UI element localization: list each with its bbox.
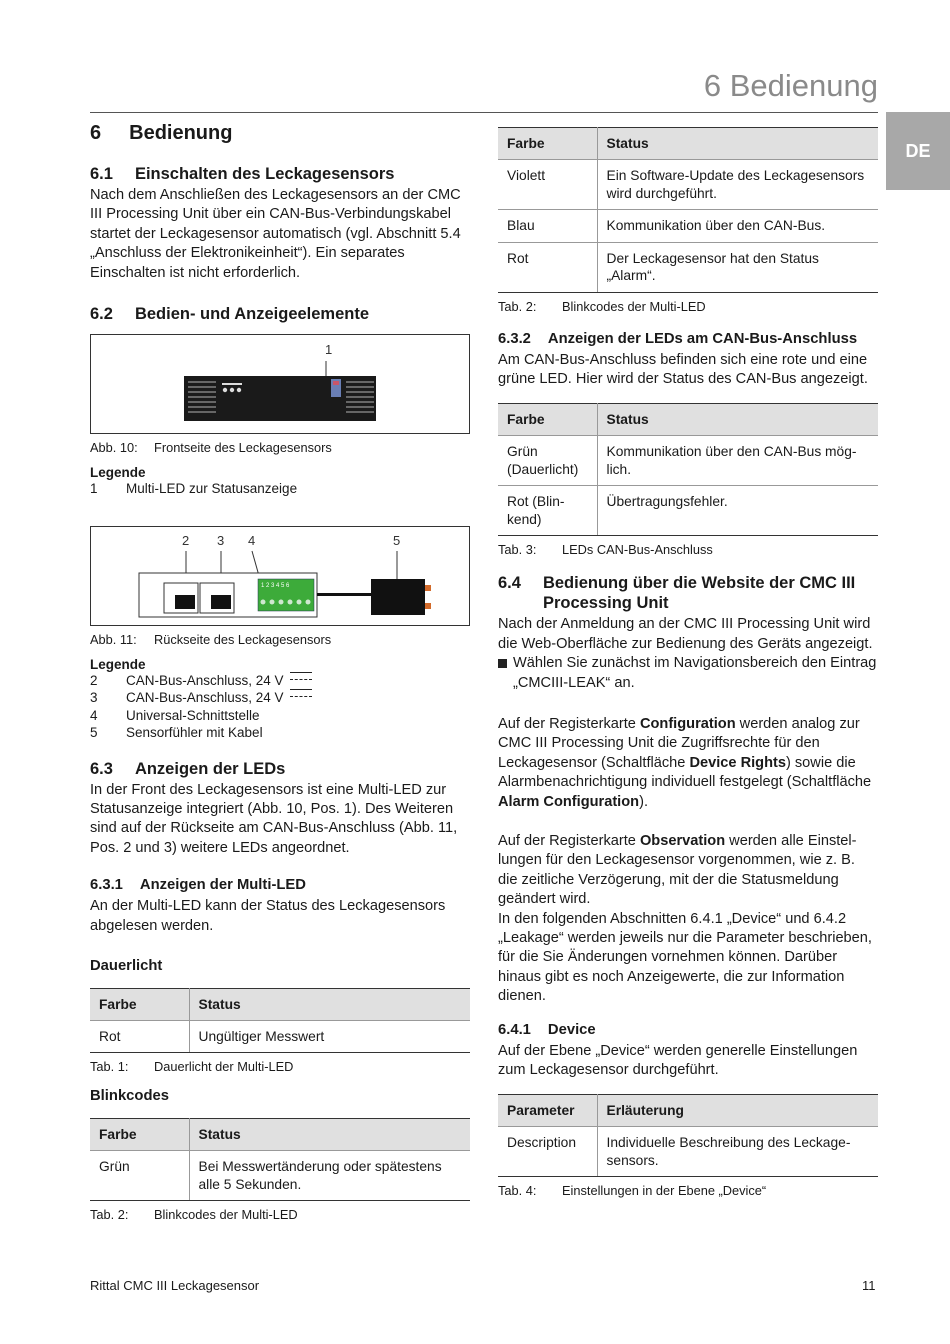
following-sections-paragraph: In den folgenden Abschnitten 6.4.1 „Device“ und 6.4.2 „Leakage“ werden jeweils nur die Parameter beschrieben, für die Sie Änderungen vornehmen können. Darüber hinaus gibt es noch Anzeigewerte, die zur Information dienen.	[498, 910, 872, 1005]
table-row: Violett Ein Software-Update des Leckagesensors wird durchgeführt.	[498, 160, 878, 210]
table-4	[498, 1094, 878, 1177]
caption-text: Rückseite des Leckagesensors	[154, 631, 332, 647]
chapter-title: Bedienung	[129, 122, 233, 144]
sensor-probe	[371, 579, 425, 615]
right-column	[498, 117, 878, 1198]
section-6-3-2-heading	[498, 330, 878, 349]
terminal-numbers: 1 2 3 4 5 6	[261, 582, 290, 589]
section-number: 6.2	[90, 305, 113, 324]
chapter-number: 6	[90, 122, 102, 144]
callout-4: 4	[248, 532, 256, 548]
bullet-item: Wählen Sie zunächst im Navigationsbereich den Eintrag „CMCIII-LEAK“ an.	[498, 654, 878, 693]
table-header: Farbe	[90, 1119, 189, 1151]
table-3	[498, 403, 878, 536]
bullet-square-icon	[498, 659, 507, 668]
table-2b-caption: Tab. 2: Blinkcodes der Multi-LED	[498, 298, 706, 314]
table-header: Farbe	[498, 128, 597, 160]
callout-3: 3	[217, 532, 225, 548]
table-header: Erläuterung	[597, 1095, 878, 1127]
section-number: 6.4	[498, 574, 521, 593]
table-row: Rot Ungültiger Messwert	[90, 1020, 470, 1053]
dc-symbol-icon	[290, 672, 312, 680]
table-2a	[90, 1118, 470, 1201]
table-header: Parameter	[498, 1095, 597, 1127]
running-title: 6 Bedienung	[703, 68, 878, 103]
table-4-caption: Tab. 4: Einstellungen in der Ebene „Device“	[498, 1183, 767, 1199]
table-header: Status	[597, 128, 878, 160]
legend-item: 3 CAN-Bus-Anschluss, 24 V	[90, 689, 470, 707]
table-row: Blau Kommunikation über den CAN-Bus.	[498, 210, 878, 243]
section-number: 6.1	[90, 165, 113, 183]
chapter-heading	[90, 122, 470, 145]
section-6-4-1-heading	[498, 1021, 878, 1040]
section-6-3-heading	[90, 760, 470, 779]
table-1	[90, 988, 470, 1054]
section-title: Einschalten des Leckagesensors	[134, 165, 395, 183]
table-header: Status	[597, 404, 878, 436]
rear-panel-drawing	[91, 527, 469, 625]
caption-text: Frontseite des Leckagesensors	[154, 440, 332, 456]
figure-front-view	[90, 334, 470, 434]
legend-item: 5 Sensorfühler mit Kabel	[90, 725, 263, 741]
figure-10-caption	[90, 440, 470, 455]
configuration-paragraph: Auf der Registerkarte Configuration werden analog zur CMC III Processing Unit die Zugriffsrechte für den Leckagesensor (Schaltfläche Device Rights) sowie die Alarmbenachrichtigung individuell festgelegt (Schaltfläche Alarm Configuration).	[498, 715, 872, 810]
section-title: Device	[547, 1021, 596, 1038]
caption-label: Abb. 10:	[90, 440, 138, 456]
section-6-3-text: In der Front des Leckagesensors ist eine Multi-LED zur Statusanzeige integriert (Abb. 10, Pos. 1). Des Weiteren sind auf der Rückseite am CAN-Bus-Anschluss (Abb. 11, Pos. 2 und 3) weitere LEDs angeordnet.	[90, 781, 458, 856]
page-number: 11	[862, 1278, 876, 1293]
dc-symbol-icon	[290, 689, 312, 697]
section-6-1-text: Nach dem Anschließen des Leckagesensors an der CMC III Processing Unit über ein CAN-Bus-Verbindungskabel startet der Leckagesensor automatisch (vgl. Abschnitt 5.4 „Anschluss der Elektronikeinheit“). Ein separates Einschalten ist nicht erforderlich.	[90, 187, 461, 281]
blinkcodes-heading: Blinkcodes	[90, 1088, 169, 1105]
footer-document-title: Rittal CMC III Leckagesensor	[90, 1278, 260, 1293]
table-2a-caption: Tab. 2: Blinkcodes der Multi-LED	[90, 1207, 298, 1223]
legend-2-title: Legende	[90, 656, 146, 672]
language-tab: DE	[886, 112, 950, 190]
section-number: 6.3	[90, 759, 113, 778]
dauerlicht-heading: Dauerlicht	[90, 957, 163, 974]
section-6-1-heading	[90, 165, 470, 184]
callout-5: 5	[393, 532, 401, 548]
table-row: Rot (Blinkend) Übertragungsfehler.	[498, 486, 878, 536]
table-row: Rot Der Leckagesensor hat den Status „Alarm“.	[498, 242, 878, 292]
table-1-caption: Tab. 1: Dauerlicht der Multi-LED	[90, 1059, 294, 1075]
section-6-4-heading	[498, 573, 878, 613]
section-6-2-heading	[90, 305, 470, 324]
table-row: Description Individuelle Beschreibung des Leckagesensors.	[498, 1127, 878, 1177]
section-title: Bedien- und Anzeigeelemente	[134, 305, 370, 324]
header-rule	[90, 112, 878, 113]
legend-item: 4 Universal-Schnittstelle	[90, 707, 260, 723]
table-header: Farbe	[90, 988, 189, 1020]
legend-item: 2 CAN-Bus-Anschluss, 24 V	[90, 672, 470, 690]
figure-11-caption	[90, 632, 470, 647]
caption-label: Abb. 11:	[90, 631, 137, 647]
front-panel-drawing	[91, 335, 469, 433]
callout-1: 1	[325, 342, 333, 358]
section-title: Anzeigen der LEDs am CAN-Bus-Anschluss	[547, 330, 858, 347]
table-row: Grün Bei Messwertänderung oder spätestens alle 5 Sekunden.	[90, 1151, 470, 1201]
section-title: Bedienung über die Website der CMC III Processing Unit	[542, 574, 856, 613]
table-2b	[498, 127, 878, 293]
section-6-3-2-text: Am CAN-Bus-Anschluss befinden sich eine rote und eine grüne LED. Hier wird der Status des CAN-Bus angezeigt.	[498, 351, 868, 387]
legend-1-title: Legende	[90, 465, 146, 481]
table-header: Farbe	[498, 404, 597, 436]
callout-2: 2	[182, 532, 190, 548]
table-header: Status	[189, 988, 470, 1020]
left-column	[90, 120, 470, 1222]
table-row: Grün (Dauerlicht) Kommunikation über den CAN-Bus möglich.	[498, 436, 878, 486]
legend-item: 1 Multi-LED zur Statusanzeige	[90, 481, 298, 497]
section-title: Anzeigen der Multi-LED	[139, 877, 306, 894]
section-number: 6.3.2	[498, 330, 531, 347]
observation-paragraph: Auf der Registerkarte Observation werden alle Einstellungen für den Leckagesensor vorgenommen, wie z. B. die zeitliche Verzögerung, mit der die Statusmeldung geändert wird.	[498, 832, 857, 908]
table-3-caption: Tab. 3: LEDs CAN-Bus-Anschluss	[498, 542, 713, 558]
figure-rear-view	[90, 526, 470, 626]
section-6-4-text: Nach der Anmeldung an der CMC III Processing Unit wird die Web-Oberfläche zur Bedienung des Geräts angezeigt.	[498, 616, 873, 652]
section-number: 6.4.1	[498, 1021, 531, 1038]
section-title: Anzeigen der LEDs	[134, 759, 286, 778]
section-6-4-1-text: Auf der Ebene „Device“ werden generelle Einstellungen zum Leckagesensor durchgeführt.	[498, 1042, 858, 1079]
section-6-3-1-heading	[90, 876, 470, 895]
section-6-3-1-text: An der Multi-LED kann der Status des Leckagesensors abgelesen werden.	[90, 898, 446, 934]
section-number: 6.3.1	[90, 877, 123, 894]
table-header: Status	[189, 1119, 470, 1151]
